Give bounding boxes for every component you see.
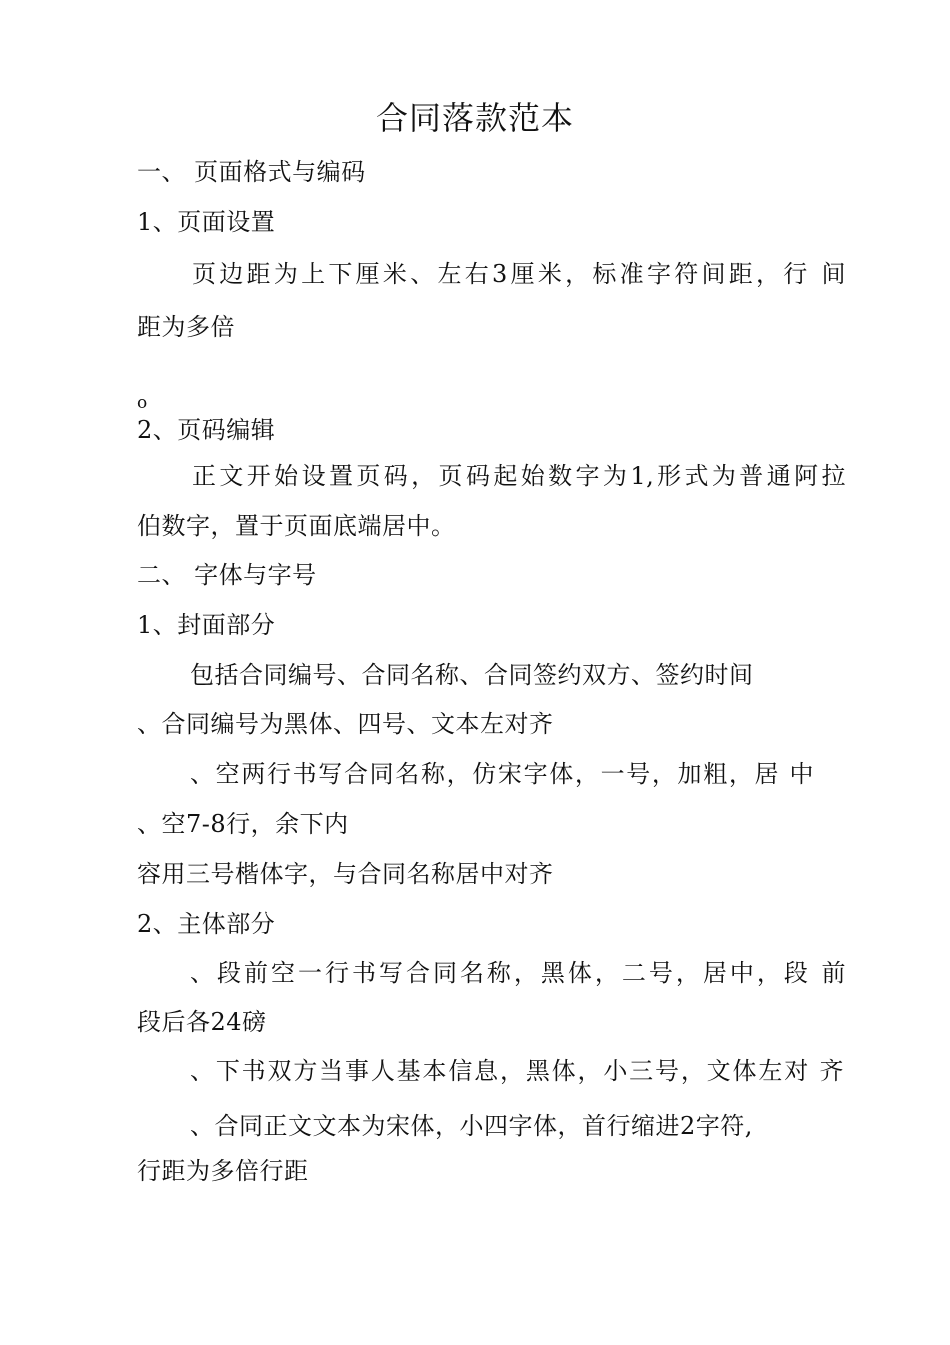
subheading-cover: 1、封面部分 (137, 611, 276, 639)
section-heading-fonts: 二、 字体与字号 (137, 561, 317, 589)
paragraph-body-line2: 段后各24磅 (137, 1008, 267, 1036)
section-heading-page-format: 一、 页面格式与编码 (137, 158, 366, 186)
paragraph-body-line5: 行距为多倍行距 (137, 1157, 309, 1185)
document-title: 合同落款范本 (375, 99, 574, 137)
paragraph-cover-line3: 、空两行书写合同名称，仿宋字体，一号，加粗，居 中 (190, 760, 814, 788)
paragraph-margins-line2: 距为多倍 (137, 313, 235, 341)
subheading-page-number: 2、页码编辑 (137, 416, 276, 444)
paragraph-page-number-line1: 正文开始设置页码，页码起始数字为1,形式为普通阿拉 (192, 462, 846, 490)
paragraph-cover-line5: 容用三号楷体字，与合同名称居中对齐 (137, 860, 554, 888)
paragraph-body-line4: 、合同正文文本为宋体，小四字体，首行缩进2字符, (190, 1112, 753, 1140)
paragraph-page-number-line2: 伯数字，置于页面底端居中。 (137, 512, 456, 540)
subheading-body: 2、主体部分 (137, 910, 276, 938)
paragraph-cover-line4: 、空7-8行，余下内 (137, 810, 349, 838)
paragraph-cover-line2: 、合同编号为黑体、四号、文本左对齐 (137, 710, 554, 738)
paragraph-margins-line1: 页边距为上下厘米、左右3厘米，标准字符间距，行 间 (192, 260, 846, 288)
paragraph-body-line3: 、下书双方当事人基本信息，黑体，小三号，文体左对 齐 (190, 1057, 844, 1085)
paragraph-body-line1: 、段前空一行书写合同名称，黑体，二号，居中，段 前 (190, 959, 846, 987)
stray-mark: o (137, 393, 148, 413)
subheading-page-setup: 1、页面设置 (137, 208, 276, 236)
paragraph-cover-line1: 包括合同编号、合同名称、合同签约双方、签约时间 (190, 661, 754, 689)
